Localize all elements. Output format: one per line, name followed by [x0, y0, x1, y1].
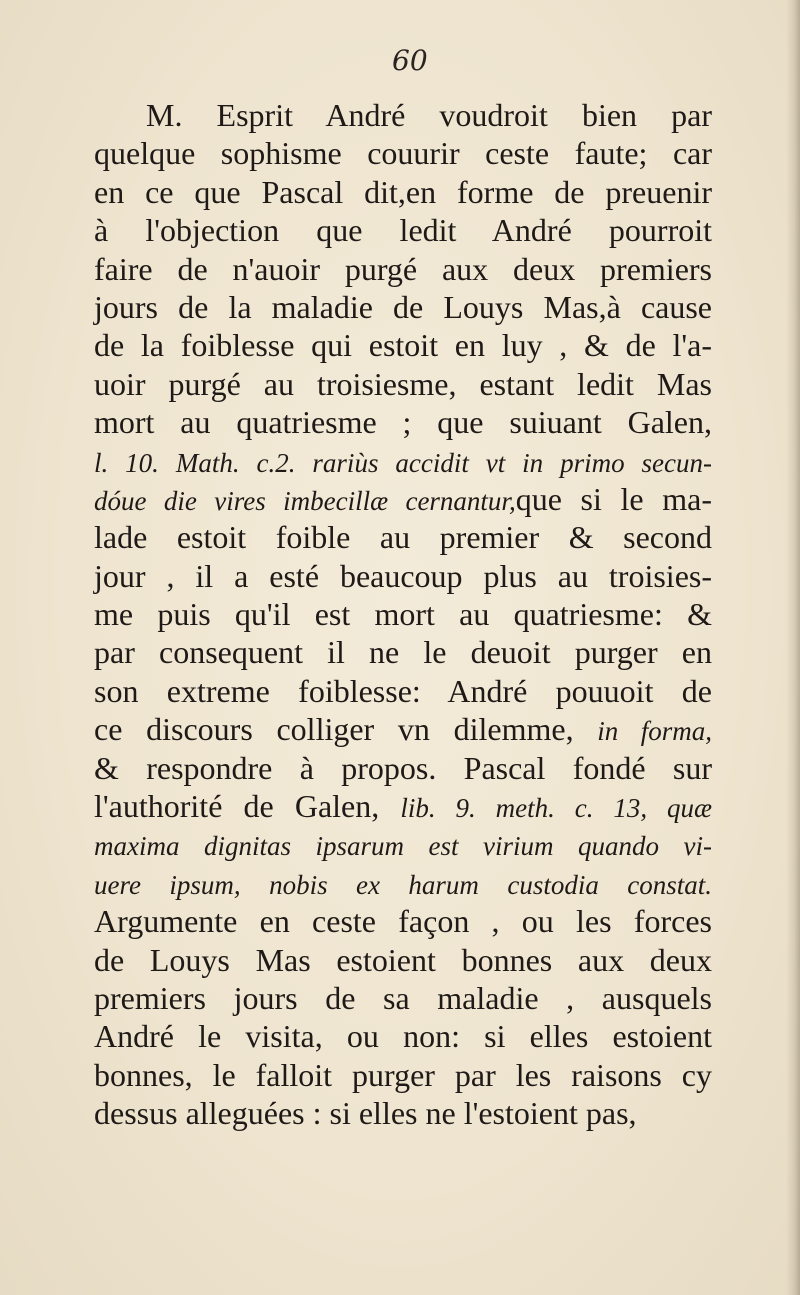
italic-citation: lib. 9. meth. c. 13, quæ	[400, 793, 713, 824]
page-number: 60	[392, 44, 428, 77]
text-segment: que si le ma-	[515, 480, 712, 517]
text-line	[94, 979, 712, 1017]
text-segment: son extreme foiblesse: André pouuoit de	[94, 672, 712, 709]
text-line	[94, 864, 712, 902]
body-text	[94, 96, 712, 1133]
text-segment: & respondre à propos. Pascal fondé sur	[94, 749, 712, 786]
text-line	[94, 326, 712, 364]
text-line	[94, 749, 712, 787]
text-line	[94, 787, 712, 825]
text-segment: jours de la maladie de Louys Mas,à cause	[94, 288, 712, 325]
text-line	[94, 403, 712, 441]
text-segment: de la foiblesse qui estoit en luy , & de l'a-	[94, 327, 712, 364]
text-line	[94, 941, 712, 979]
text-segment: par consequent il ne le deuoit purger en	[94, 634, 712, 671]
text-line	[94, 1017, 712, 1055]
text-line	[94, 96, 712, 134]
text-line	[94, 211, 712, 249]
text-segment: de Louys Mas estoient bonnes aux deux	[94, 941, 712, 978]
text-segment: mort au quatriesme ; que suiuant Galen,	[94, 404, 712, 441]
italic-citation: dóue die vires imbecillæ cernantur,	[94, 485, 516, 516]
text-line	[94, 902, 712, 940]
text-segment: ce discours colliger vn dilemme,	[94, 711, 598, 748]
text-line	[94, 480, 712, 518]
text-line	[94, 1056, 712, 1094]
text-segment: dessus alleguées : si elles ne l'estoient pas,	[94, 1095, 637, 1132]
italic-citation: maxima dignitas ipsarum est virium quando vi-	[94, 831, 712, 862]
page-edge-shadow	[786, 0, 800, 1295]
text-segment: l'authorité de Galen,	[94, 788, 401, 825]
text-segment: à l'objection que ledit André pourroit	[94, 212, 712, 249]
text-line	[94, 825, 712, 863]
text-line	[94, 633, 712, 671]
text-line	[94, 173, 712, 211]
text-line	[94, 365, 712, 403]
text-segment: faire de n'auoir purgé aux deux premiers	[94, 250, 712, 287]
text-line	[94, 442, 712, 480]
text-segment: Argumente en ceste façon , ou les forces	[94, 903, 712, 940]
text-line	[94, 1094, 712, 1132]
text-line	[94, 710, 712, 748]
text-line	[94, 595, 712, 633]
text-line	[94, 518, 712, 556]
text-segment: jour , il a esté beaucoup plus au troisies-	[94, 557, 712, 594]
text-line	[94, 134, 712, 172]
italic-citation: l. 10. Math. c.2. rariùs accidit vt in primo secun-	[94, 447, 712, 478]
text-segment: lade estoit foible au premier & second	[94, 519, 712, 556]
italic-citation: uere ipsum, nobis ex harum custodia constat.	[94, 869, 712, 900]
text-segment: uoir purgé au troisiesme, estant ledit Mas	[94, 365, 712, 402]
text-segment: bonnes, le falloit purger par les raisons cy	[94, 1056, 712, 1093]
text-segment: me puis qu'il est mort au quatriesme: &	[94, 596, 712, 633]
text-segment: André le visita, ou non: si elles estoient	[94, 1018, 712, 1055]
text-segment: quelque sophisme couurir ceste faute; car	[94, 135, 712, 172]
text-line	[94, 672, 712, 710]
text-line	[94, 250, 712, 288]
italic-citation: in forma,	[597, 716, 712, 747]
text-line	[94, 557, 712, 595]
text-segment: M. Esprit André voudroit bien par	[146, 97, 712, 133]
text-line	[94, 288, 712, 326]
text-segment: premiers jours de sa maladie , ausquels	[94, 979, 712, 1016]
text-segment: en ce que Pascal dit,en forme de preuenir	[94, 173, 712, 210]
